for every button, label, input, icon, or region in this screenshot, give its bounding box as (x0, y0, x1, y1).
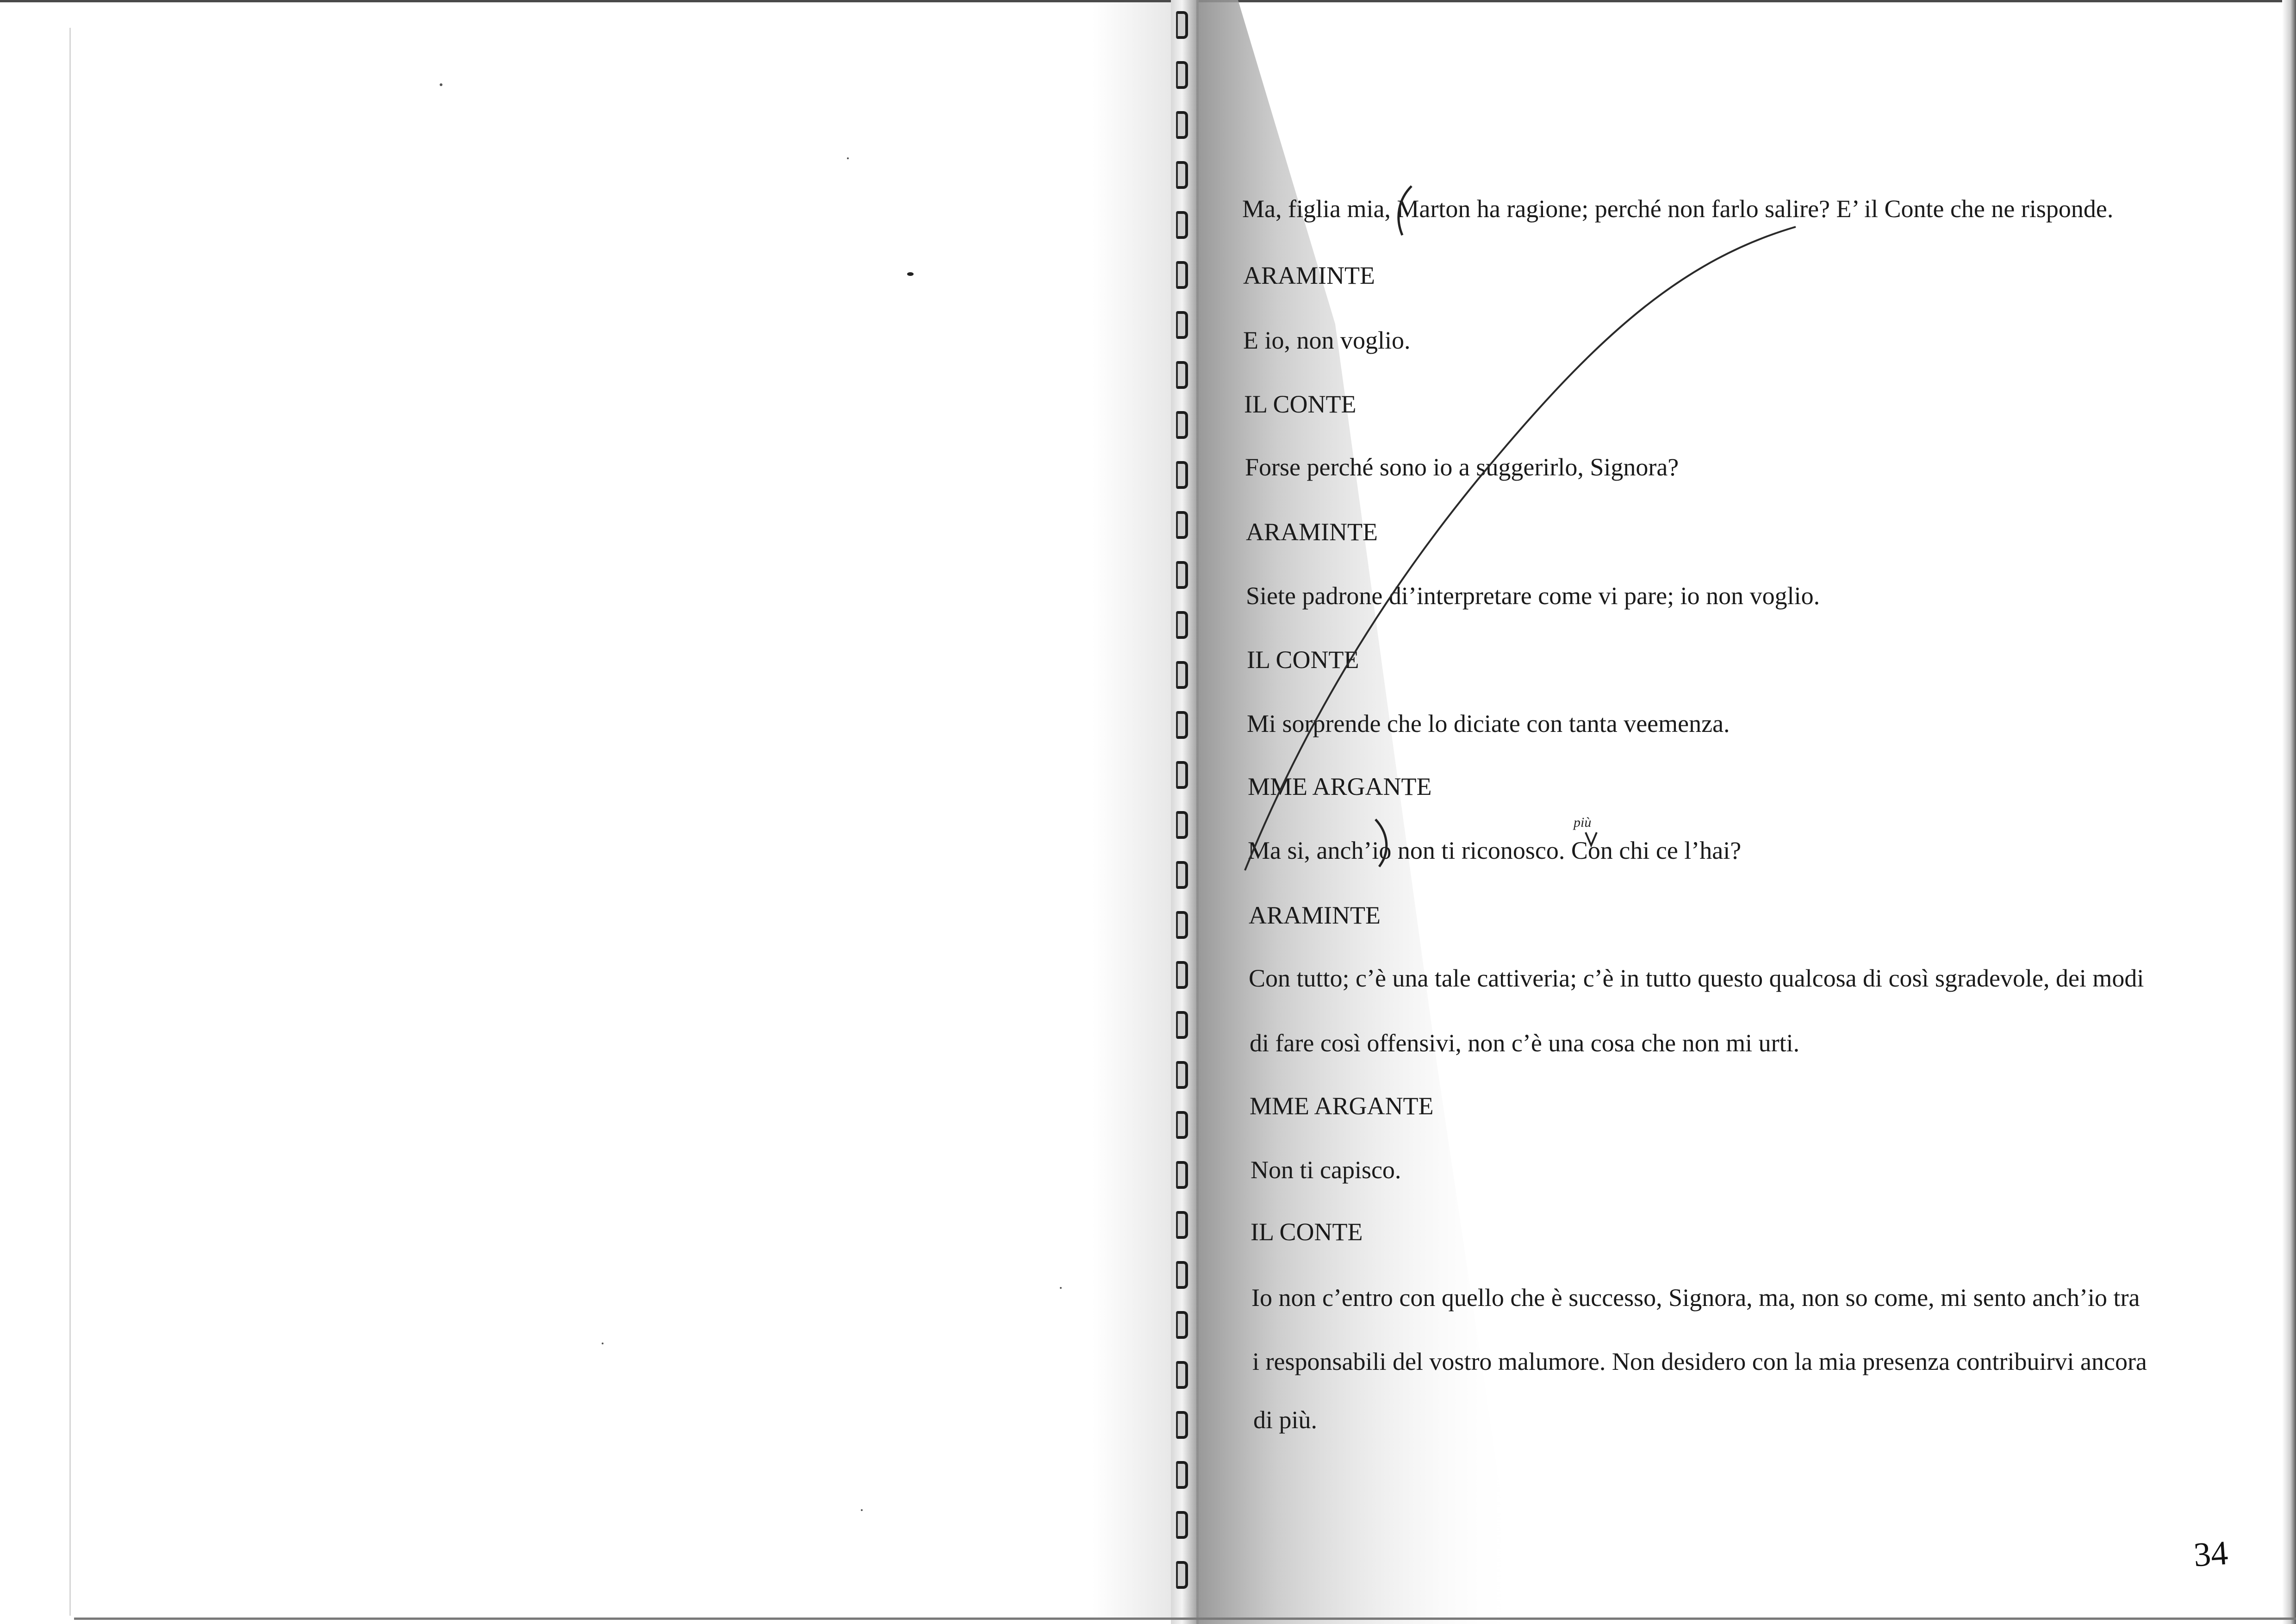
binding-coil (1173, 709, 1196, 742)
binding-coil (1173, 459, 1196, 492)
binding-coil (1173, 109, 1196, 142)
left-page-blank (74, 2, 1176, 1618)
binding-coil (1173, 1059, 1196, 1092)
script-line: Con tutto; c’è una tale cattiveria; c’è in tutto questo qualcosa di così sgradevole, dei modi (1249, 964, 2144, 992)
binding-coil-loop (1176, 61, 1188, 89)
scan-speck (907, 272, 914, 276)
script-line: Non ti capisco. (1251, 1156, 1401, 1184)
right-page-edge (2282, 0, 2296, 1624)
binding-coil (1173, 1159, 1196, 1192)
binding-coil (1173, 1359, 1196, 1392)
binding-coil-loop (1176, 311, 1188, 339)
binding-coil-loop (1176, 511, 1188, 539)
binding-coil (1173, 9, 1196, 42)
binding-coil-loop (1176, 1311, 1188, 1339)
script-line: Forse perché sono io a suggerirlo, Signora? (1245, 453, 1679, 481)
scan-speck (847, 157, 849, 159)
script-line: di fare così offensivi, non c’è una cosa che non mi urti. (1250, 1029, 1800, 1057)
binding-coil (1173, 1259, 1196, 1292)
binding-coil-loop (1176, 1161, 1188, 1189)
binding-coil (1173, 1559, 1196, 1592)
binding-coil-loop (1176, 861, 1188, 889)
binding-coil (1173, 1459, 1196, 1492)
binding-coil-loop (1176, 961, 1188, 989)
binding-coil (1173, 959, 1196, 992)
script-line: di più. (1253, 1406, 1318, 1434)
script-line: Siete padrone di’interpretare come vi pare; io non voglio. (1246, 582, 1820, 610)
binding-coil-loop (1176, 1411, 1188, 1439)
script-line: Io non c’entro con quello che è successo, Signora, ma, non so come, mi sento anch’io tra (1251, 1284, 2140, 1312)
binding-coil-loop (1176, 11, 1188, 39)
binding-coil-loop (1176, 161, 1188, 189)
scan-speck (1060, 1287, 1062, 1289)
binding-coil (1173, 909, 1196, 942)
binding-coil (1173, 159, 1196, 192)
binding-coil (1173, 1109, 1196, 1142)
script-line: Mi sorprende che lo diciate con tanta veemenza. (1247, 710, 1730, 737)
binding-coil (1173, 559, 1196, 592)
character-name: IL CONTE (1247, 646, 1359, 674)
handwritten-insert-text: più (1574, 815, 1592, 830)
binding-coil-loop (1176, 761, 1188, 789)
script-line: E io, non voglio. (1243, 326, 1411, 354)
binding-coil (1173, 209, 1196, 242)
scan-speck (602, 1343, 604, 1344)
binding-coil-loop (1176, 1061, 1188, 1089)
character-name: ARAMINTE (1249, 901, 1381, 929)
binding-coil (1173, 1209, 1196, 1242)
binding-coil-loop (1176, 461, 1188, 489)
binding-coil (1173, 1409, 1196, 1442)
binding-coil (1173, 759, 1196, 792)
character-name: IL CONTE (1244, 390, 1356, 418)
binding-coil-loop (1176, 1461, 1188, 1489)
handwritten-page-number: 34 (2192, 1534, 2229, 1574)
binding-coil-loop (1176, 261, 1188, 289)
binding-coil (1173, 609, 1196, 642)
binding-coil (1173, 409, 1196, 442)
binding-coil (1173, 309, 1196, 342)
binding-coil-loop (1176, 811, 1188, 839)
script-line: i responsabili del vostro malumore. Non desidero con la mia presenza contribuirvi ancora (1252, 1348, 2147, 1375)
binding-coil-loop (1176, 561, 1188, 589)
binding-coil-loop (1176, 1211, 1188, 1239)
binding-coil (1173, 809, 1196, 842)
binding-coil-loop (1176, 1511, 1188, 1539)
character-name: ARAMINTE (1246, 518, 1378, 546)
binding-coil-loop (1176, 711, 1188, 739)
binding-coil-loop (1176, 611, 1188, 639)
binding-coil-loop (1176, 1011, 1188, 1039)
scan-speck (440, 83, 442, 86)
binding-coil (1173, 1309, 1196, 1342)
binding-coil-loop (1176, 1261, 1188, 1289)
character-name: MME ARGANTE (1248, 773, 1432, 800)
binding-coil-loop (1176, 1111, 1188, 1139)
binding-coil (1173, 1509, 1196, 1542)
binding-coil (1173, 509, 1196, 542)
binding-coil-loop (1176, 911, 1188, 939)
binding-coil (1173, 359, 1196, 392)
binding-coil-loop (1176, 1361, 1188, 1389)
binding-coil (1173, 659, 1196, 692)
character-name: ARAMINTE (1243, 262, 1375, 289)
scan-speck (861, 1509, 863, 1511)
binding-coil (1173, 859, 1196, 892)
binding-coil-loop (1176, 661, 1188, 689)
left-page-gutter-shadow (1092, 2, 1176, 1618)
script-line: Ma, figlia mia, Marton ha ragione; perché non farlo salire? E’ il Conte che ne risponde. (1242, 195, 2114, 223)
binding-coil (1173, 59, 1196, 92)
binding-coil (1173, 259, 1196, 292)
right-page (1203, 0, 2282, 1624)
binding-coil-loop (1176, 411, 1188, 439)
binding-coil (1173, 1009, 1196, 1042)
script-line: Ma si, anch’io non ti riconosco. Con chi ce l’hai? (1248, 837, 1742, 864)
character-name: MME ARGANTE (1250, 1092, 1434, 1120)
binding-coil-loop (1176, 1561, 1188, 1589)
binding-coil-loop (1176, 111, 1188, 139)
binding-coil-loop (1176, 211, 1188, 239)
left-page-edge (69, 28, 71, 1616)
binding-coil-loop (1176, 361, 1188, 389)
character-name: IL CONTE (1251, 1218, 1363, 1246)
